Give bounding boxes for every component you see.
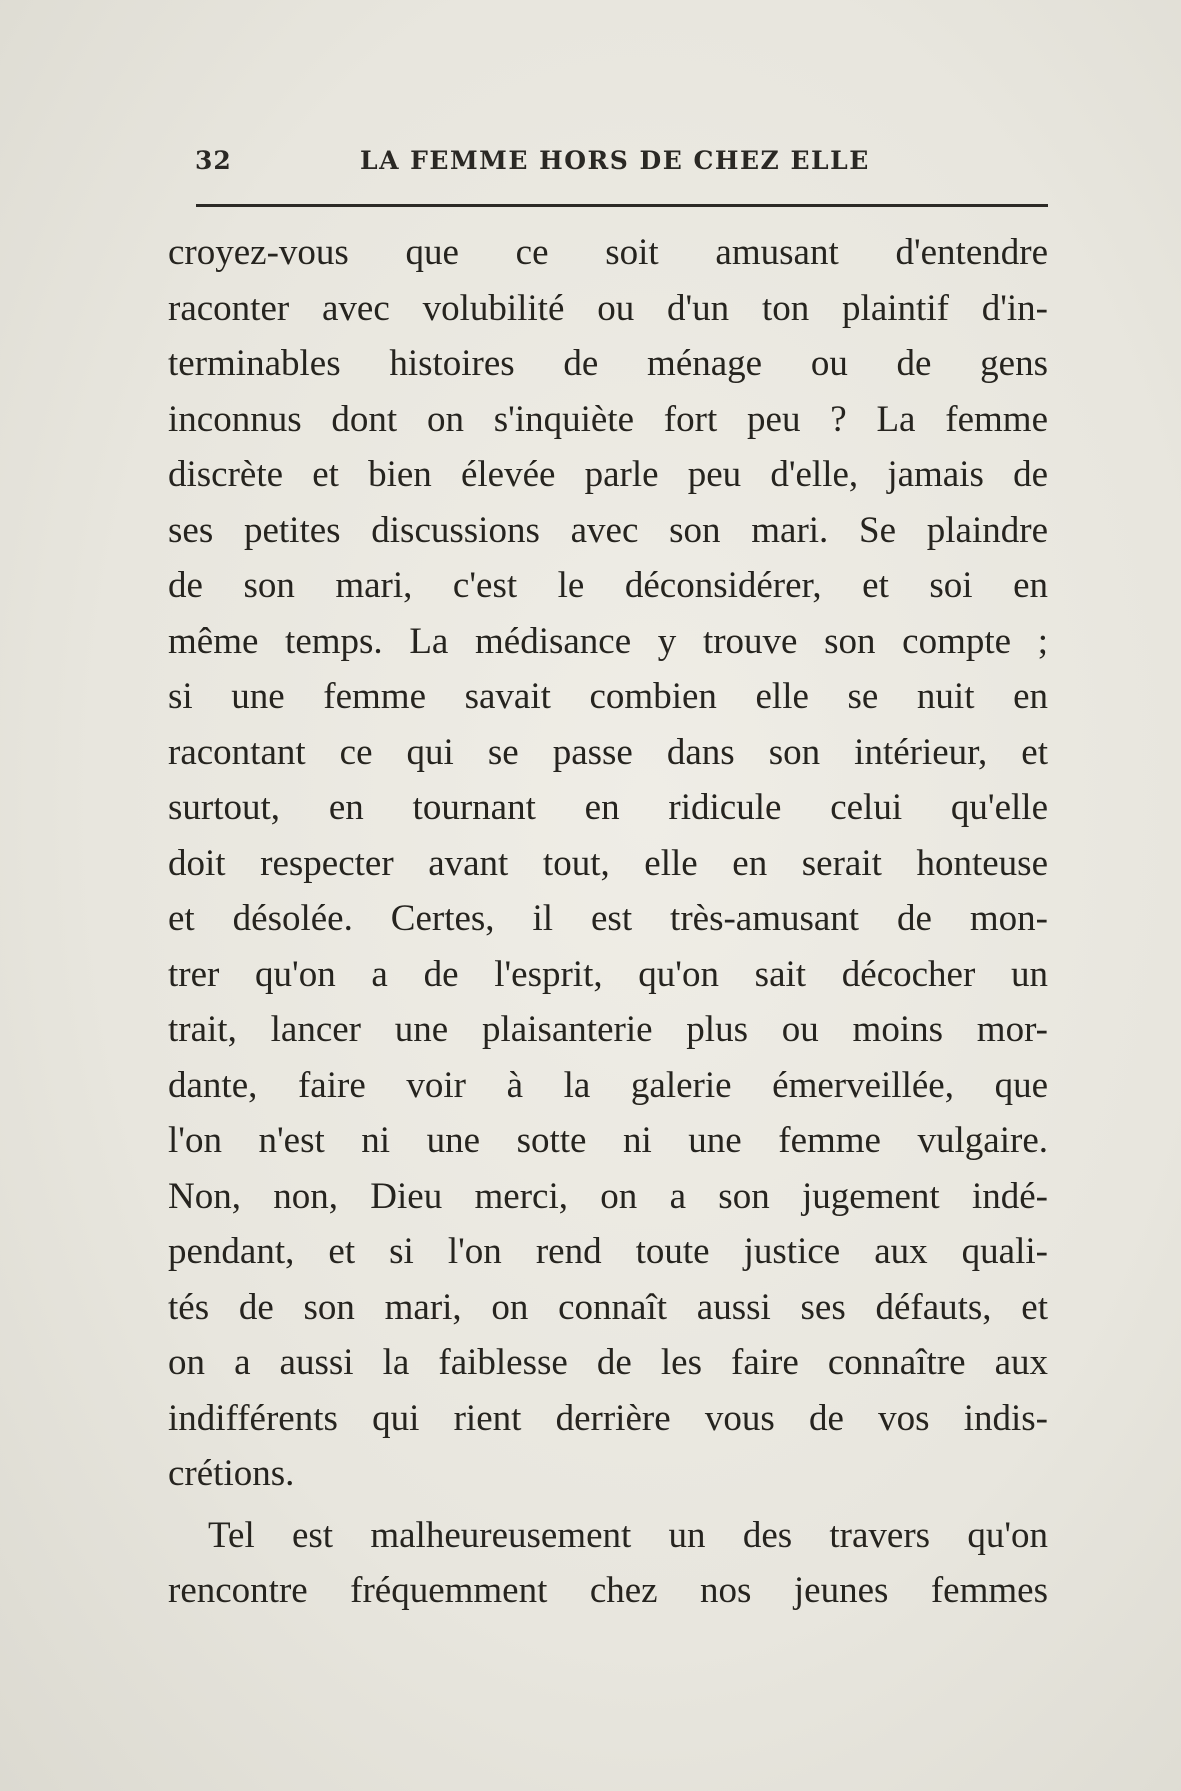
text-line: terminables histoires de ménage ou de gens bbox=[168, 343, 1048, 384]
text-line: de son mari, c'est le déconsidérer, et soi en bbox=[168, 565, 1048, 606]
paragraph-2 bbox=[168, 1508, 1048, 1619]
text-line: croyez-vous que ce soit amusant d'entendre bbox=[168, 232, 1048, 273]
text-line: crétions. bbox=[168, 1453, 295, 1494]
text-line: rencontre fréquemment chez nos jeunes femmes bbox=[168, 1570, 1048, 1611]
page-header bbox=[195, 140, 1045, 180]
text-line: trer qu'on a de l'esprit, qu'on sait décocher un bbox=[168, 953, 1048, 995]
text-line: même temps. La médisance y trouve son compte ; bbox=[168, 620, 1048, 662]
header-rule bbox=[196, 204, 1048, 207]
text-line: tés de son mari, on connaît aussi ses défauts, et bbox=[168, 1286, 1048, 1328]
text-line: racontant ce qui se passe dans son intérieur, et bbox=[168, 731, 1048, 773]
text-line: on a aussi la faiblesse de les faire connaître aux bbox=[168, 1342, 1048, 1383]
text-line: raconter avec volubilité ou d'un ton plaintif d'in- bbox=[168, 287, 1048, 329]
text-line: pendant, et si l'on rend toute justice aux quali- bbox=[168, 1231, 1048, 1272]
text-line: Non, non, Dieu merci, on a son jugement indé- bbox=[168, 1175, 1048, 1217]
text-line: trait, lancer une plaisanterie plus ou moins mor- bbox=[168, 1009, 1048, 1050]
text-line: et désolée. Certes, il est très-amusant de mon- bbox=[168, 898, 1048, 939]
page-number: 32 bbox=[195, 146, 232, 175]
body-text bbox=[168, 225, 1048, 1619]
text-line: doit respecter avant tout, elle en serait honteuse bbox=[168, 842, 1048, 884]
text-line: discrète et bien élevée parle peu d'elle, jamais de bbox=[168, 454, 1048, 495]
text-line: indifférents qui rient derrière vous de vos indis- bbox=[168, 1397, 1048, 1439]
text-line: l'on n'est ni une sotte ni une femme vulgaire. bbox=[168, 1120, 1048, 1161]
text-line: si une femme savait combien elle se nuit en bbox=[168, 676, 1048, 717]
text-line: inconnus dont on s'inquiète fort peu ? La femme bbox=[168, 398, 1048, 440]
paragraph-1 bbox=[168, 225, 1048, 1502]
running-title: LA FEMME HORS DE CHEZ ELLE bbox=[360, 146, 870, 175]
text-line: ses petites discussions avec son mari. Se plaindre bbox=[168, 509, 1048, 551]
text-line: Tel est malheureusement un des travers qu'on bbox=[208, 1514, 1048, 1556]
text-line: surtout, en tournant en ridicule celui qu'elle bbox=[168, 787, 1048, 828]
text-line: dante, faire voir à la galerie émerveillée, que bbox=[168, 1064, 1048, 1106]
